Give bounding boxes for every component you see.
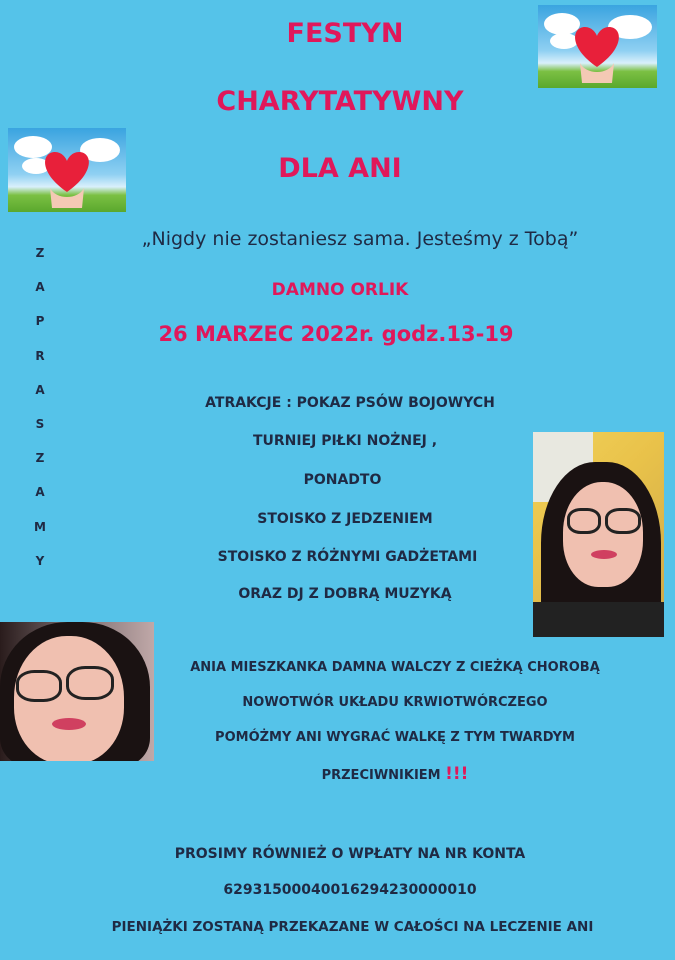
attraction-line: STOISKO Z RÓŻNYMI GADŻETAMI: [217, 549, 478, 565]
quote: „Nigdy nie zostaniesz sama. Jesteśmy z Tobą”: [141, 228, 579, 250]
story-line: NOWOTWÓR UKŁADU KRWIOTWÓRCZEGO: [242, 695, 548, 710]
vertical-letter: A: [35, 485, 45, 500]
event-place: DAMNO ORLIK: [271, 280, 409, 300]
vertical-letter: A: [35, 382, 45, 397]
event-date: 26 MARZEC 2022r. godz.13-19: [158, 322, 514, 346]
attraction-line: PONADTO: [303, 472, 382, 488]
vertical-letter: R: [35, 348, 45, 363]
title-line-2: CHARYTATYWNY: [216, 86, 464, 117]
story-line: POMÓŻMY ANI WYGRAĆ WALKĘ Z TYM TWARDYM: [215, 730, 575, 745]
title-line-3: DLA ANI: [278, 153, 402, 184]
exclamation-marks: !!!: [445, 764, 469, 784]
attraction-line: STOISKO Z JEDZENIEM: [257, 511, 433, 527]
donation-note: PIENIĄŻKI ZOSTANĄ PRZEKAZANE W CAŁOŚCI NA LECZENIE ANI: [111, 919, 594, 935]
vertical-letter: Y: [35, 553, 45, 568]
donation-request: PROSIMY RÓWNIEŻ O WPŁATY NA NR KONTA: [174, 846, 526, 862]
vertical-letter: A: [35, 280, 45, 295]
attraction-line: TURNIEJ PIŁKI NOŻNEJ ,: [252, 433, 438, 449]
vertical-letter: M: [34, 519, 46, 534]
story-line: PRZECIWNIKIEM: [321, 768, 441, 783]
attraction-line: ORAZ DJ Z DOBRĄ MUZYKĄ: [238, 586, 452, 602]
vertical-letter: Z: [35, 246, 45, 260]
attraction-line: ATRAKCJE : POKAZ PSÓW BOJOWYCH: [205, 395, 495, 411]
vertical-letter: Z: [35, 451, 45, 466]
photo-girl-right: [533, 432, 664, 637]
vertical-letter: P: [35, 314, 45, 329]
story-line: ANIA MIESZKANKA DAMNA WALCZY Z CIEŻKĄ CHOROBĄ: [190, 660, 600, 675]
vertical-letter: S: [35, 417, 45, 432]
title-line-1: FESTYN: [286, 18, 404, 49]
story-line-final: [175, 764, 615, 784]
photo-girl-left: [0, 622, 154, 761]
bank-account-number: 62931500040016294230000010: [223, 882, 477, 898]
